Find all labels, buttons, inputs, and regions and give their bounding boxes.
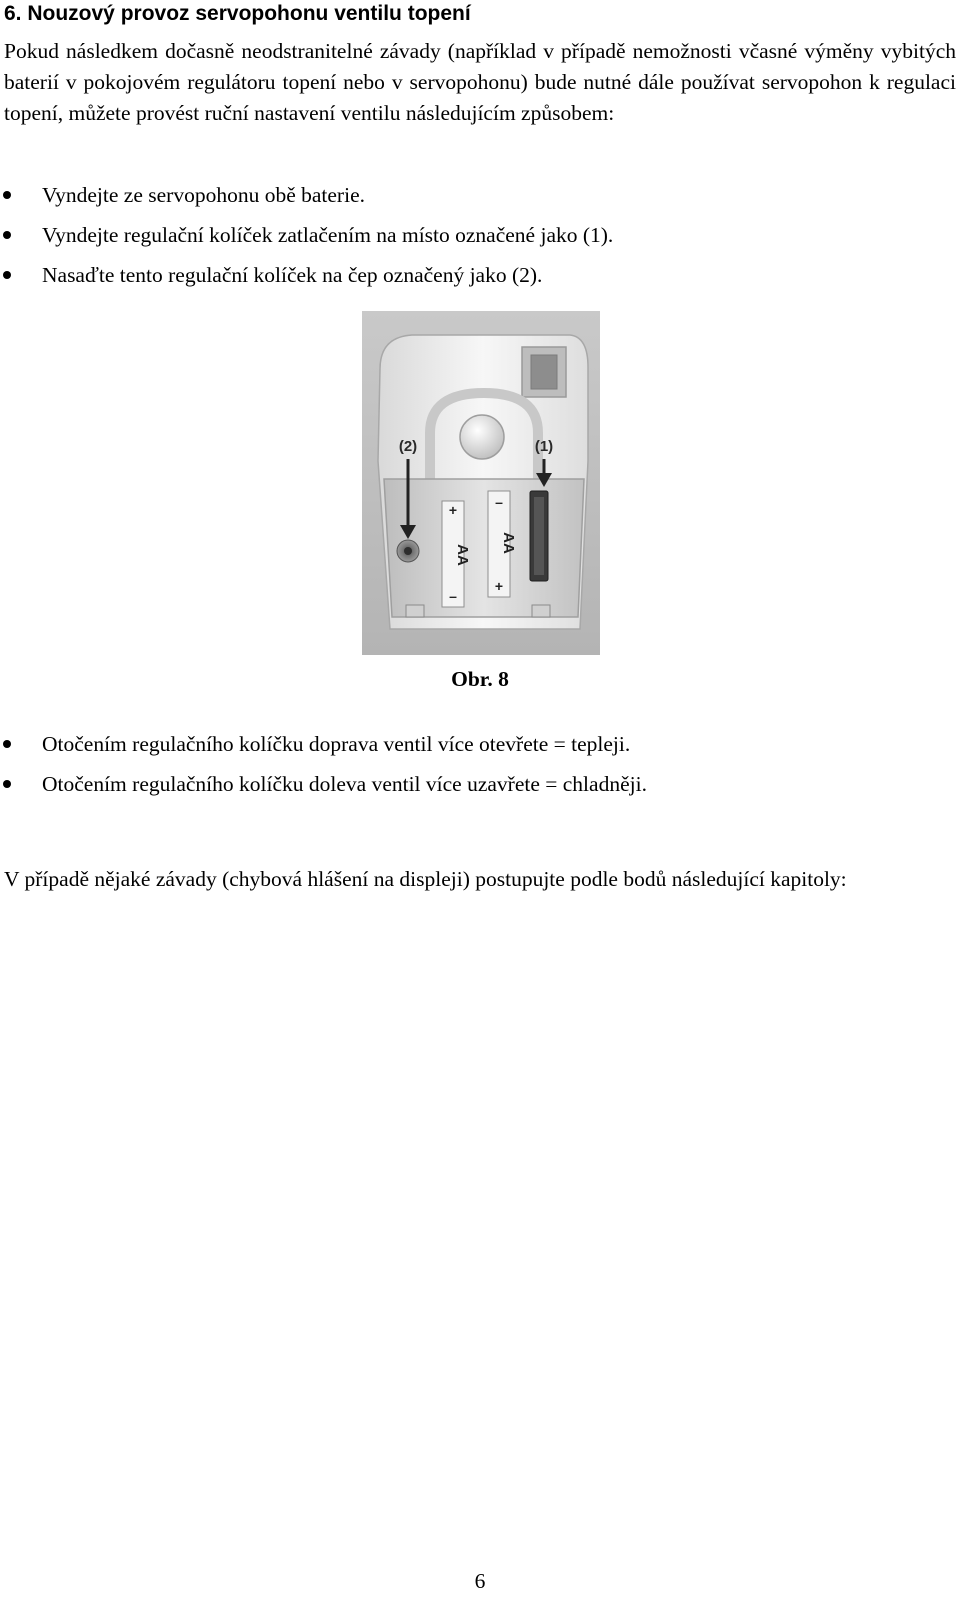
step-item	[0, 215, 960, 255]
battery-right-minus: –	[495, 494, 503, 510]
battery-left-minus: –	[449, 588, 457, 604]
step-item	[0, 255, 960, 295]
steps-list	[0, 175, 960, 295]
adjustment-text: Otočením regulačního kolíčku doprava ventil více otevřete = tepleji.	[42, 732, 631, 756]
adjustment-item	[0, 764, 960, 804]
figure-caption: Obr. 8	[451, 667, 509, 691]
adjustments-list	[0, 724, 960, 804]
intro-paragraph: Pokud následkem dočasně neodstranitelné závady (například v případě nemožnosti včasné výměny vybitých baterií v pokojovém regulátoru topení nebo v servopohonu) bude nutné dále používat servopohon k regulaci topení, můžete provést ruční nastavení ventilu následujícím způsobem:	[4, 39, 956, 125]
step-text: Vyndejte regulační kolíček zatlačením na místo označené jako (1).	[42, 223, 614, 247]
battery-right-type: AA	[500, 532, 517, 554]
step-text: Vyndejte ze servopohonu obě baterie.	[42, 183, 365, 207]
bullet-icon	[3, 780, 11, 788]
fault-note-paragraph: V případě nějaké závady (chybová hlášení na displeji) postupujte podle bodů následující kapitoly:	[4, 867, 847, 891]
section-heading: 6. Nouzový provoz servopohonu ventilu topení	[4, 2, 471, 25]
bullet-icon	[3, 231, 11, 239]
adjustment-item	[0, 724, 960, 764]
callout-label-1: (1)	[534, 438, 554, 455]
adjustment-text: Otočením regulačního kolíčku doleva ventil více uzavřete = chladněji.	[42, 772, 647, 796]
device-window-inner	[531, 355, 557, 389]
page-number: 6	[474, 1569, 486, 1593]
bullet-icon	[3, 740, 11, 748]
battery-clip-left	[406, 605, 424, 617]
battery-right-plus: +	[494, 578, 504, 594]
servo-drive-photo	[362, 311, 600, 655]
bullet-icon	[3, 271, 11, 279]
battery-left-type: AA	[454, 544, 471, 566]
step-item	[0, 175, 960, 215]
bullet-icon	[3, 191, 11, 199]
battery-clip-right	[532, 605, 550, 617]
pin-center	[404, 547, 412, 555]
callout-label-2: (2)	[398, 438, 418, 455]
regulation-peg-highlight	[534, 497, 544, 575]
battery-left-plus: +	[448, 502, 458, 518]
round-button-icon	[460, 415, 504, 459]
step-text: Nasaďte tento regulační kolíček na čep označený jako (2).	[42, 263, 543, 287]
